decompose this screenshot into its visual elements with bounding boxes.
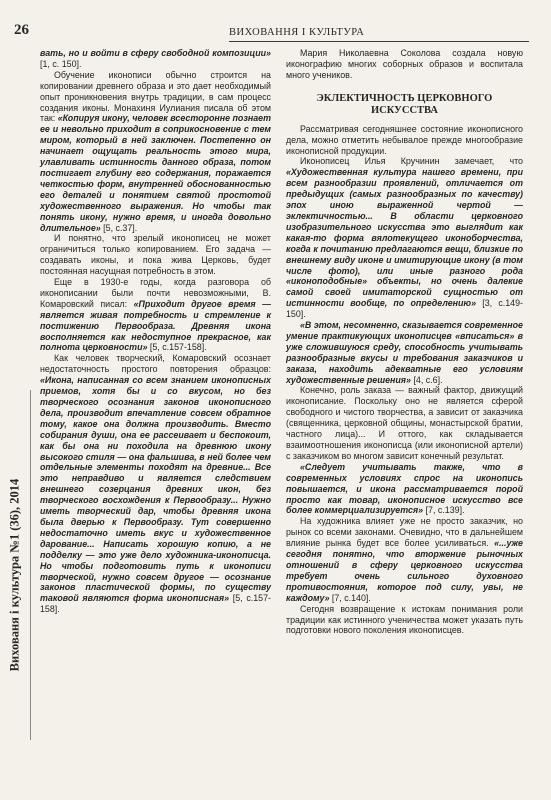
side-rule	[30, 390, 31, 740]
paragraph: Рассматривая сегодняшнее состояние иконописного дела, можно отметить небывалое прежде многообразие иконописной продукции.	[286, 123, 523, 156]
paragraph: вать, но и войти в сферу свободной композиции» [1, с. 150].	[40, 48, 271, 69]
section-title: ЭКЛЕКТИЧНОСТЬ ЦЕРКОВНОГО ИСКУССТВА	[316, 92, 493, 117]
paragraph: Иконописец Илья Кручинин замечает, что «Художественная культура нашего времени, при всем разнообразии проявлений, отличается от предыдущих (самых разнообразных по качеству) эпох иною выраженной чертой — эклектичностью... В области церковного изобразительного искусства это выглядит как какая-то форма вялотекущего иконоборчества, когда к почитанию предлагаются вещи, близкие по внешнему виду иконе и имитирующие икону (в том числе фото), или иные разного рода «иконоподобные» объекты, но очень далекие самой своей имитаторской сущностью от истинности вообще, по определению» [3, с.149-150].	[286, 156, 524, 320]
paragraph: Как человек творческий, Комаровский осознает недостаточность простого повторения образцов: «Икона, написанная со всем знанием иконописных приемов, хотя бы и со вкусом, но без творческого осознания законов иконописного дела, производит впечатление совсем обратное тому, какое она должна производить. Вместо собирания души, она ее рассеивает и беспокоит, как бы она ни походила на древнюю икону высокого стиля — она фальшива, в ней более чем отдельные элементы походят на древние... Все это неправдиво и является следствием внешнего созерцания древних икон, без творческого восхождения к Первообразу... Нужно иметь творческий дар, чтобы древняя икона была дверью к Первообразу. Тут совершенно недостаточно иметь вкус и художественное дарование... Написать хорошую копию, а не подделку — это уже дело художника-иконописца. Но чтобы подготовить путь к иконописи творческой, нужно совсем другое — осознание законов пластической формы, по существу таковой являются форма иконописная» [5, с.157-158].	[40, 353, 271, 615]
paragraph: «В этом, несомненно, сказывается современное умение практикующих иконописцев «вписаться» в уже сложившуюся среду, способность учитывать разнообразные вкусы и требования заказчиков и заказа, находить адекватные его условиям художественные решения» [4, с.6].	[286, 320, 523, 385]
side-label	[3, 410, 27, 740]
left-column	[40, 48, 271, 615]
paragraph: Мария Николаевна Соколова создала новую иконографию многих соборных образов и воспитала много учеников.	[286, 48, 523, 80]
page-number: 26	[14, 22, 29, 38]
running-header: ВИХОВАННЯ І КУЛЬТУРА	[229, 27, 529, 42]
paragraph: Конечно, роль заказа — важный фактор, движущий иконописание. Поскольку оно не является сферой свободного и чистого творчества, а зависит от заказчика (священника, церковной общины, монастырской братии, частного лица)... И оттого, как складывается взаимоотношения иконописца (или иконописной артели) с заказчиком во многом зависит конечный результат.	[286, 385, 523, 461]
journal-issue-label: Вихованя і культура №1 (36), 2014	[7, 478, 22, 672]
paragraph: «Следует учитывать также, что в современных условиях спрос на иконопись повышается, и икона рассматривается порой просто как товар, иконописное искусство все более коммерциализируется» [7, с.139].	[286, 461, 523, 516]
paragraph: Еще в 1930-е годы, когда разговора об иконописании были почти невозможными, В. Комаровский писал: «Приходит другое время — является живая потребность и стремление к постижению Первообраза. Древняя икона восполняется как недоступное прекрасное, как полнота церковности» [5, с.157-158].	[40, 277, 272, 353]
paragraph: Сегодня возвращение к истокам понимания роли традиции как истинного ученичества может указать путь подготовки нового поколения иконописцев.	[286, 603, 523, 636]
right-column	[286, 48, 523, 636]
paragraph: Обучение иконописи обычно строится на копировании древнего образа и это дает необходимый опыт проникновения внутрь традиции, в сам процесс создания иконы. Монахиня Иулиания писала об этом так: «Копируя икону, человек всесторонне познает ее и невольно приходит в соприкосновение с тем миром, который в ней заключен. Постепенно он начинает ощущать реальность этого мира, улавливать истинность данного образа, потом постигает глубину его содержания, поражается четкостью форм, внутренней обоснованностью его деталей и понятием святой простотой художественного выражения. Но чтобы так понять икону, нужно время, и иногда довольно длительное» [5, с.37].	[40, 69, 271, 233]
paragraph: И понятно, что зрелый иконописец не может ограничиться только копированием. Его задача — создавать иконы, и пока жива Церковь, будет постоянная насущная потребность в этом.	[40, 233, 271, 277]
paragraph: На художника влияет уже не просто заказчик, но рынок со всеми законами. Очевидно, что в дальнейшем влияние рынка будет все более усиливаться. «...уже сегодня понятно, что вторжение рыночных отношений в сферу церковного искусства требует очень сильного духовного противостояния, которое под силу, увы, не каждому» [7, с.140].	[286, 516, 523, 603]
